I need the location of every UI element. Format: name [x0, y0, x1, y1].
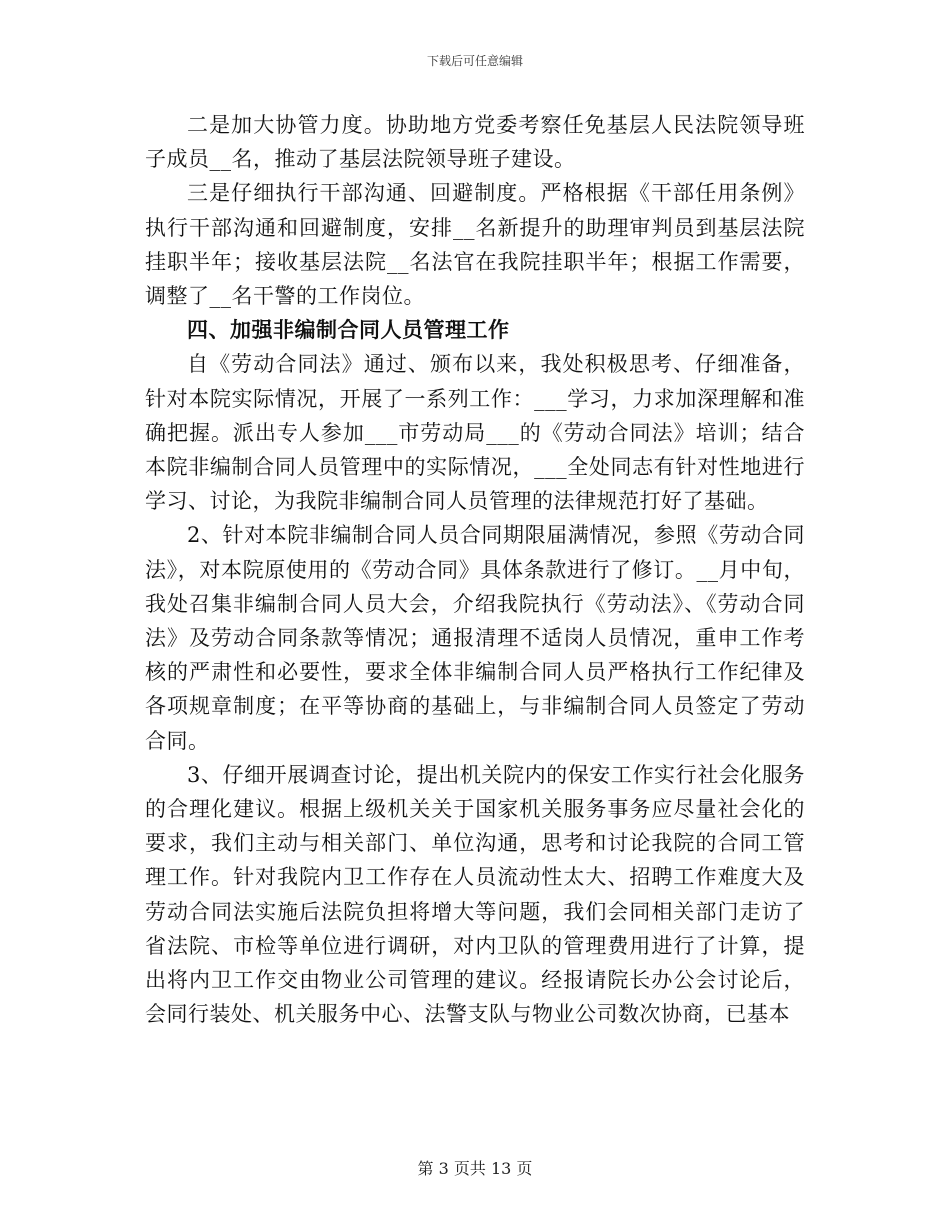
section-heading-contract-staff: 四、加强非编制合同人员管理工作 — [187, 318, 510, 343]
paragraph-cadre-exchange: 三是仔细执行干部沟通、回避制度。严格根据《干部任用条例》执行干部沟通和回避制度，安排__名新提升的助理审判员到基层法院挂职半年；接收基层法院__名法官在我院挂职半年；根据工作需要，调整了__名干警的工作岗位。 — [145, 181, 805, 309]
paragraph-contract-revision: 2、针对本院非编制合同人员合同期限届满情况，参照《劳动合同法》，对本院原使用的《劳动合同》具体条款进行了修订。__月中旬，我处召集非编制合同人员大会，介绍我院执行《劳动法》、《劳动合同法》及劳动合同条款等情况；通报清理不适岗人员情况，重申工作考核的严肃性和必要性，要求全体非编制合同人员严格执行工作纪律及各项规章制度；在平等协商的基础上，与非编制合同人员签定了劳动合同。 — [145, 523, 805, 753]
paragraph-labor-law-study: 自《劳动合同法》通过、颁布以来，我处积极思考、仔细准备，针对本院实际情况，开展了一系列工作：___学习，力求加深理解和准确把握。派出专人参加___市劳动局___的《劳动合同法》培训；结合本院非编制合同人员管理中的实际情况，___全处同志有针对性地进行学习、讨论，为我院非编制合同人员管理的法律规范打好了基础。 — [145, 352, 805, 514]
page-header: 下载后可任意编辑 — [426, 54, 523, 68]
paragraph-security-outsourcing: 3、仔细开展调查讨论，提出机关院内的保安工作实行社会化服务的合理化建议。根据上级机关关于国家机关服务事务应尽量社会化的要求，我们主动与相关部门、单位沟通，思考和讨论我院的合同工管理工作。针对我院内卫工作存在人员流动性太大、招聘工作难度大及劳动合同法实施后法院负担将增大等问题，我们会同相关部门走访了省法院、市检等单位进行调研，对内卫队的管理费用进行了计算，提出将内卫工作交由物业公司管理的建议。经报请院长办公会讨论后，会同行装处、机关服务中心、法警支队与物业公司数次协商，已基本 — [145, 762, 805, 1027]
document-body — [145, 108, 805, 1031]
page-number-footer: 第 3 页共 13 页 — [417, 1159, 533, 1178]
paragraph-cooperative-management: 二是加大协管力度。协助地方党委考察任免基层人民法院领导班子成员__名，推动了基层法院领导班子建设。 — [145, 113, 805, 172]
